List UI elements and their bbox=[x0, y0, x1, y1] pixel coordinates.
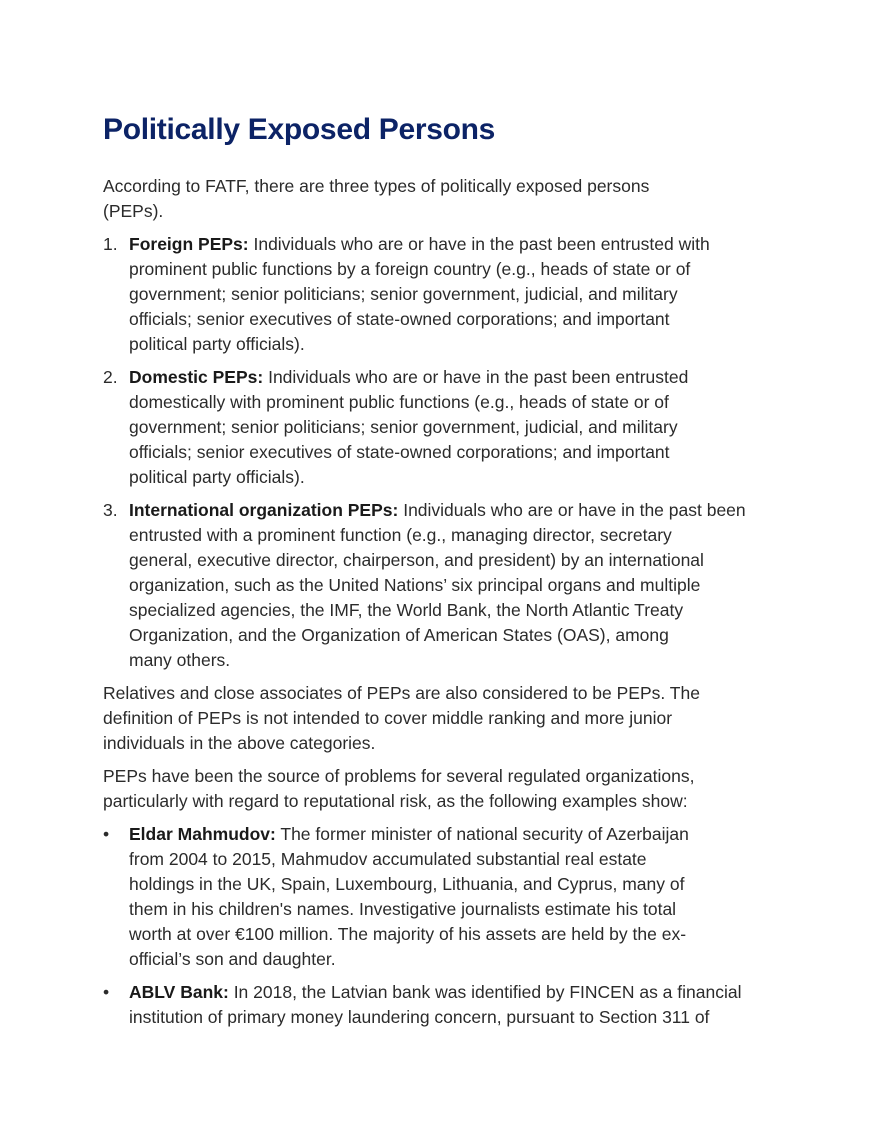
intro-paragraph: According to FATF, there are three types of politically exposed persons (PEPs). bbox=[103, 176, 650, 221]
problems-paragraph: PEPs have been the source of problems for several regulated organizations, particularly with regard to reputational risk, as the following examples show: bbox=[103, 766, 695, 811]
list-item-domestic-peps bbox=[103, 365, 763, 490]
item-lead: ABLV Bank: bbox=[129, 982, 229, 1002]
list-item-ablv-bank bbox=[103, 980, 763, 1030]
item-lead: Domestic PEPs: bbox=[129, 367, 264, 387]
item-text: In 2018, the Latvian bank was identified by FINCEN as a financial institution of primary money laundering concern, pursuant to Section 311 of bbox=[129, 982, 742, 1027]
list-number: 2. bbox=[103, 367, 118, 387]
list-number: 1. bbox=[103, 234, 118, 254]
pep-types-list bbox=[103, 232, 763, 673]
list-number: 3. bbox=[103, 500, 118, 520]
item-lead: Foreign PEPs: bbox=[129, 234, 249, 254]
item-text: Individuals who are or have in the past been entrusted with prominent public functions by a foreign country (e.g., heads of state or of government; senior politicians; senior government, judicial, and military officials; senior executives of state-owned corporations; and important political party officials). bbox=[129, 234, 710, 354]
item-lead: Eldar Mahmudov: bbox=[129, 824, 276, 844]
item-lead: International organization PEPs: bbox=[129, 500, 399, 520]
page-title: Politically Exposed Persons bbox=[103, 113, 496, 146]
list-item-international-peps bbox=[103, 498, 763, 673]
list-item-foreign-peps bbox=[103, 232, 763, 357]
bullet-icon: • bbox=[103, 824, 110, 844]
item-text: The former minister of national security of Azerbaijan from 2004 to 2015, Mahmudov accumulated substantial real estate holdings in the UK, Spain, Luxembourg, Lithuania, and Cyprus, many of them in his children's names. Investigative journalists estimate his total worth at over €100 million. The majority of his assets are held by the ex- official’s son and daughter. bbox=[129, 824, 689, 969]
examples-list bbox=[103, 822, 763, 1030]
list-item-eldar-mahmudov bbox=[103, 822, 763, 972]
bullet-icon: • bbox=[103, 982, 110, 1002]
item-text: Individuals who are or have in the past been entrusted domestically with prominent public functions (e.g., heads of state or of government; senior politicians; senior government, judicial, and military officials; senior executives of state-owned corporations; and important political party officials). bbox=[129, 367, 689, 487]
document-page bbox=[103, 110, 763, 1038]
item-text: Individuals who are or have in the past been entrusted with a prominent function (e.g., managing director, secretary general, executive director, chairperson, and president) by an international organization, such as the United Nations’ six principal organs and multiple specialized agencies, the IMF, the World Bank, the North Atlantic Treaty Organization, and the Organization of American States (OAS), among many others. bbox=[129, 500, 746, 670]
relatives-paragraph: Relatives and close associates of PEPs are also considered to be PEPs. The definition of PEPs is not intended to cover middle ranking and more junior individuals in the above categories. bbox=[103, 683, 700, 753]
